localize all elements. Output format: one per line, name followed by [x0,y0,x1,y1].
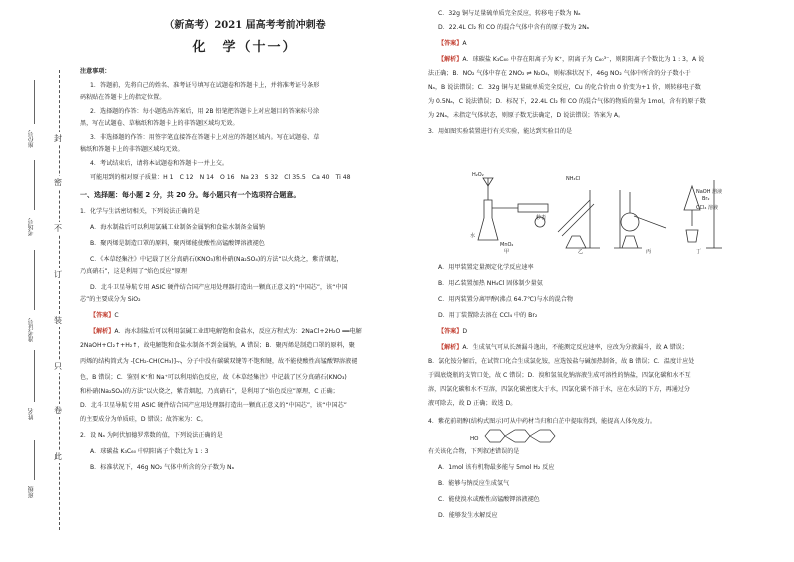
q1-analysis-line: 色，B 错误；C．鉴别 K⁺和 Na⁺可以利用焰色反应，故《本草经集注》中记载了区分真硝石(KNO₃) [80,374,347,381]
label-stopwatch: 秒表 [536,215,547,221]
notice-line: 2．选择题的作答：每小题选出答案后，用 2B 铅笔把答题卡上对应题目的答案标号涂 [90,108,320,115]
q1-stem: 1．化学与生活密切相关，下列说法正确的是 [80,208,200,215]
label-yi: 乙 [578,249,584,255]
q4-stem-2: 有关该化合物，下列叙述错误的是 [428,448,520,455]
answer-label: 【答案】 [438,328,463,335]
analysis-text: A．球碳盐 K₃C₆₀ 中存在阳离子为 K⁺，阴离子为 C₆₀³⁻，则阴阳离子个数比为 1 : 3，A 说 [462,56,705,63]
q1-analysis-line: 和朴硝(Na₂SO₄)的方法“以火烧之，紫青烟起，乃真硝石”，是利用了“焰色反应”原理，C 正确； [80,388,339,395]
label-ccl4: CCl₄ 溶液 [696,205,718,211]
field-blank[interactable] [34,160,35,210]
label-mno2: MnO₂ [500,242,514,248]
exam-title: （新高考）2021 届高考考前冲刺卷 [164,20,326,31]
answer-label: 【答案】 [438,40,463,47]
field-blank[interactable] [34,80,35,124]
q3-option-a: A．用甲装置定量测定化学反应速率 [438,264,534,271]
seal-char: 订 [54,270,62,279]
analysis-label: 【解析】 [438,56,463,63]
label-ding: 丁 [696,249,702,255]
q3-analysis-line: 液可除去，故 D 正确；故选 D。 [428,400,517,407]
q2-analysis-line: 为 0.5Nₐ，C 说法错误；D．标况下，22.4L Cl₂ 和 CO 的混合气体的物质的量为 1mol，含有的原子数 [428,98,706,105]
q1-option-c: C．《本草经集注》中记载了区分真硝石(KNO₃)和朴硝(Na₂SO₄)的方法“以火烧之，紫青烟起， [90,256,343,263]
label-water: 水 [470,233,476,239]
label-bing: 丙 [646,249,652,255]
q4-structure [470,428,590,444]
analysis-text: A．生成氧气可从长颈漏斗逸出，不能测定反应速率，应改为分液漏斗，故 A 错误； [462,344,688,351]
notice-line: 稿纸和答题卡上的非答题区域均无效。 [80,146,184,153]
q3-option-b: B．用乙装置加热 NH₄Cl 固体制少量氨 [438,280,543,287]
name-label: 姓名 [28,408,35,420]
notice-line: 4．考试结束后，请将本试题卷和答题卡一并上交。 [90,160,228,167]
q2-analysis-line: 法正确；B．NO₂ 气体中存在 2NO₂ ⇌ N₂O₄，则标准状况下，46g NO₂ 气体中所含的分子数小于 [428,70,691,77]
q3-apparatus-diagram [470,170,730,254]
label-h2o2: H₂O₂ [472,172,484,178]
seal-char: 封 [54,134,62,143]
q1-option-a: A．海水制盐后可以利用氯碱工业制备金属钠和食盐水制备金属钠 [90,224,265,231]
q2-option-b: B．标准状况下，46g NO₂ 气体中所含的分子数为 Nₐ [90,464,234,471]
binding-margin [0,0,75,562]
q3-option-d: D．用丁装置除去溶在 CCl₄ 中的 Br₂ [438,312,538,319]
notice-line: 3．非选择题的作答：用签字笔直接答在答题卡上对应的答题区域内。写在试题卷、草 [90,134,320,141]
seal-char: 此 [54,452,62,461]
answer-value: D [462,328,468,335]
q4-option-c: C．能使溴水或酸性高锰酸钾溶液褪色 [438,496,540,503]
field-blank[interactable] [34,250,35,310]
seal-char: 卷 [54,406,62,415]
seat-number-label: 座位号 [28,130,35,148]
q1-answer [90,310,119,321]
q3-stem: 3．用如图实验装置进行有关实验，能达到实验目的是 [428,128,573,135]
structure-drawing [470,428,590,444]
analysis-label: 【解析】 [90,328,115,335]
q2-analysis-line: Nₐ，B 说法错误；C．32g 铜与足量硫单质完全反应，Cu 的化合价由 0 价变为+1 价，则转移电子数 [428,84,701,91]
q1-analysis-line: 的主要成分为单质硅，D 错误；故答案为：C。 [80,416,207,423]
q2-answer [438,38,467,49]
seal-char: 只 [54,362,62,371]
q1-analysis-line [90,326,362,337]
field-blank[interactable] [34,440,35,480]
q3-answer [438,326,467,337]
answer-label: 【答案】 [90,312,115,319]
q3-analysis-line: 于圆底烧瓶的支管口处，故 C 错误；D．溴和氢氧化钠溶液生成可溶性的钠盐，四氯化碳和水不互 [428,372,691,379]
seal-char: 不 [54,224,62,233]
q2-option-a: A．球碳盐 K₃C₆₀ 中阴阳离子个数比为 1 : 3 [90,448,209,455]
analysis-label: 【解析】 [438,344,463,351]
q3-analysis-line [438,342,688,353]
section-heading: 一、选择题：每小题 2 分，共 20 分。每小题只有一个选项符合题意。 [80,191,301,199]
q1-analysis-line: D．北斗卫星导航专用 ASIC 硬件结合国产应用处理器打造出一颗真正意义的“中国芯”，该“中国芯” [80,402,347,409]
q4-option-d: D．能够发生水解反应 [438,512,498,519]
answer-value: C [114,312,119,319]
label-br2: Br₂ [702,196,710,202]
label-jia: 甲 [504,249,510,255]
q4-option-b: B．能够与钠反应生成氢气 [438,480,510,487]
q4-option-a: A．1mol 该有机物最多能与 5mol H₂ 反应 [438,464,555,471]
q1-option-d-cont: 芯”的主要成分为 SiO₂ [80,296,141,303]
q3-analysis-line: B．氯化铵分解后，在试管口化合生成氯化铵，应选铵盐与碱加热制备，故 B 错误；C．温度计应处 [428,358,695,365]
notice-line: 黑，写在试题卷、草稿纸和答题卡上的非答题区域均无效。 [80,120,239,127]
admission-number-label: 准考证号 [28,318,35,342]
answer-value: A [462,40,467,47]
field-blank[interactable] [34,350,35,402]
seal-char: 密 [54,178,62,187]
q2-analysis-line [438,54,704,65]
q1-option-c-cont: 乃真硝石”，这是利用了“焰色反应”原理 [80,268,187,275]
seal-char: 装 [54,316,62,325]
q1-option-b: B．聚丙烯是制造口罩的原料，聚丙烯能使酸性高锰酸钾溶液褪色 [90,240,265,247]
subject-title: 化 学（十一） [192,40,298,55]
q3-option-c: C．用丙装置分离甲醇(沸点 64.7℃)与水的混合物 [438,296,573,303]
q3-analysis-line: 溶，四氯化碳和水不互溶，四氯化碳密度大于水，四氯化碳不溶于水，应在水层的下方，再通过分 [428,386,691,393]
q1-option-d: D．北斗卫星导航专用 ASIC 硬件结合国产应用处理器打造出一颗真正意义的“中国芯”，该“中国 [90,284,348,291]
structure-ho-label: HO [470,436,479,442]
exam-room-label: 考场号 [28,218,35,236]
analysis-text: A．海水制盐后可以利用氯碱工业即电解饱和食盐水，反应方程式为：2NaCl+2H₂O ══电解 [114,328,362,335]
label-naoh: NaOH 溶液 [696,189,723,195]
notice-heading: 注意事项： [80,68,111,75]
q1-analysis-line: 2NaOH+Cl₂↑+H₂↑，故电解饱和食盐水制备不到金属钠，A 错误；B．聚丙烯是制造口罩的原料，聚 [80,342,355,349]
q2-stem: 2．设 Nₐ 为阿伏加德罗常数的值，下列说法正确的是 [80,432,223,439]
notice-line: 1．答题前，先将自己的姓名、准考证号填写在试题卷和答题卡上，并将准考证号条形 [90,82,320,89]
q2-analysis-line: 为 2Nₐ，未指定气体状态，则原子数无法确定，D 说法错误；答案为 A。 [428,112,625,119]
q2-option-c: C．32g 铜与足量硫单质完全反应，转移电子数为 Nₐ [438,10,581,17]
q4-stem: 4．紫花前胡醇(结构式图示)可从中药材当归和白芷中提取得到，能提高人体免疫力。 [428,418,657,425]
atomic-mass-line: 可能用到的相对原子质量：H 1 C 12 N 14 O 16 Na 23 S 32 Cl 35.5 Ca 40 Ti 48 [90,174,351,181]
q1-analysis-line: 丙烯的结构简式为 -[CH₂-CH(CH₃)]-ₙ，分子中没有碳碳双键等不饱和键，故不能使酸性高锰酸钾溶液褪 [80,358,358,365]
label-nh4cl: NH₄Cl [566,176,581,182]
class-label: 班级 [28,486,35,498]
q2-option-d: D．22.4L Cl₂ 和 CO 的混合气体中含有的原子数为 2Nₐ [438,24,590,31]
notice-line: 码粘贴在答题卡上的指定位置。 [80,94,166,101]
